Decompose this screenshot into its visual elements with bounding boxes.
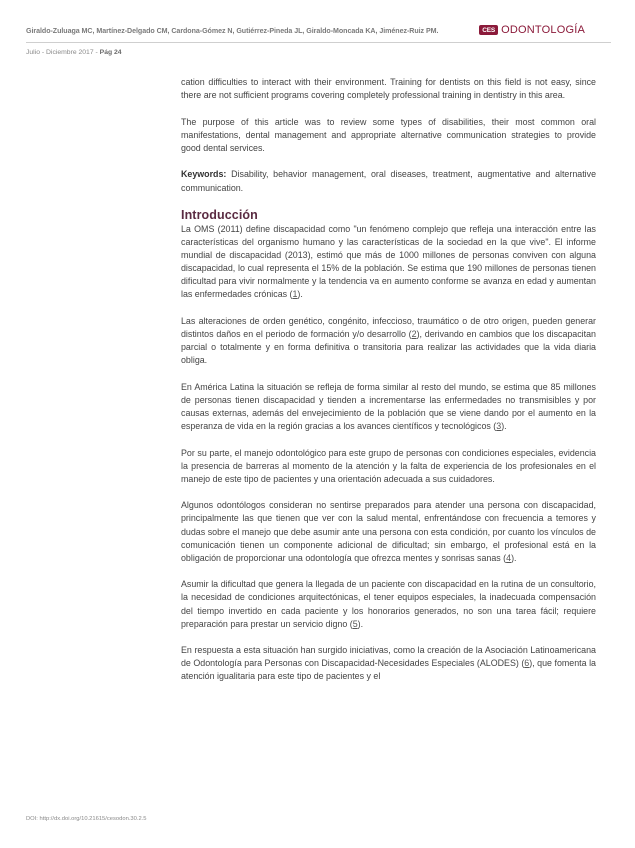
citation-link[interactable]: 2	[411, 328, 417, 339]
body-paragraph: En respuesta a esta situación han surgido iniciativas, como la creación de la Asociación Latinoamericana de Odontología para Personas con Discapacidad-Necesidades Especiales (ALODES) (6), que fomenta la atención igualitaria para este tipo de pacientes y el	[181, 645, 596, 682]
body-paragraph: Asumir la dificultad que genera la llegada de un paciente con discapacidad en la rutina de un consultorio, la necesidad de condiciones arquitectónicas, el tener equipos especiales, la inadecuada compensación del tiempo invertido en cada paciente y los honorarios generados, no son una tarea fácil; requiere preparación para prestar un servicio digno (5).	[181, 579, 596, 629]
page-number: Pág 24	[99, 49, 122, 56]
issue-date: Julio - Diciembre 2017	[26, 49, 94, 56]
keywords-text: Disability, behavior management, oral diseases, treatment, augmentative and alternative communication.	[181, 169, 597, 193]
citation-link[interactable]: 5	[352, 618, 358, 629]
article-body	[181, 76, 596, 697]
running-header	[26, 24, 611, 38]
abstract-paragraph: cation difficulties to interact with their environment. Training for dentists on this field is not easy, since there are not sufficient programs covering completely professional training in dentistry in this area.	[181, 77, 596, 101]
journal-name: ODONTOLOGÍA	[501, 24, 585, 36]
keywords	[181, 168, 596, 194]
body-paragraph: Algunos odontólogos consideran no sentirse preparados para atender una persona con discapacidad, principalmente las que tienen que ver con la salud mental, enfrentándose con frecuencia a temores y dudas sobre el manejo que debe asumir ante una persona con esta condición, por cuanto los vínculos de comunicación tienen un componente adicional de dificultad; sin embargo, el profesional está en la obligación de proporcionar una odontología que ofrezca mentes y sonrisas sanas (4).	[181, 500, 596, 563]
citation-link[interactable]: 3	[496, 420, 502, 431]
ces-logo-icon: CES	[479, 25, 498, 35]
keywords-label: Keywords:	[181, 169, 227, 180]
abstract-paragraph: The purpose of this article was to review some types of disabilities, their most common oral manifestations, dental management and appropriate alternative communication strategies to provide good dental services.	[181, 116, 596, 153]
body-paragraph: Las alteraciones de orden genético, congénito, infeccioso, traumático o de otro origen, pueden generar distintos daños en el periodo de formación y/o desarrollo (2), derivando en cambios que los discapacitan parcial o totalmente y en forma definitiva o transitoria para realizar las actividades que la vida diaria obliga.	[181, 315, 596, 366]
body-paragraph: Por su parte, el manejo odontológico para este grupo de personas con condiciones especiales, evidencia la presencia de barreras al momento de la atención y la falta de experiencia de los profesionales en el manejo de este tipo de pacientes y una orientación adecuada a sus cuidadores.	[181, 447, 596, 484]
body-paragraph: La OMS (2011) define discapacidad como "un fenómeno complejo que refleja una interacción entre las características del organismo humano y las características de la sociedad en la que vive". El informe mundial de discapacidad (2013), estimó que más de 1000 millones de personas conviven con alguna discapacidad, lo cual representa el 15% de la población. Se estima que 190 millones de personas tienen dificultad para vivir normalmente y la tendencia va en aumento conforme se avanza en edad y aumentan las enfermedades crónicas (1).	[181, 223, 596, 300]
citation-link[interactable]: 6	[524, 658, 530, 669]
body-paragraph: En América Latina la situación se refleja de forma similar al resto del mundo, se estima que 85 millones de personas tienen discapacidad y tienden a incrementarse las enfermedades no transmisibles y por causas externas, además del envejecimiento de la población que se viene dando por el aumento en la esperanza de vida en la región gracias a los avances científicos y tecnológicos (3).	[181, 381, 596, 431]
issue-dateline	[26, 49, 122, 56]
dateline-separator: -	[95, 49, 100, 56]
section-title: Introducción	[181, 207, 258, 222]
citation-link[interactable]: 4	[506, 552, 512, 563]
doi-footer[interactable]: DOI: http://dx.doi.org/10.21615/cesodon.30.2.5	[26, 816, 147, 822]
journal-brand	[479, 24, 585, 36]
running-header-authors: Giraldo-Zuluaga MC, Martínez-Delgado CM, Cardona-Gómez N, Gutiérrez-Pineda JL, Giraldo-Moncada KA, Jiménez-Ruiz PM.	[26, 27, 439, 35]
header-divider	[26, 42, 611, 43]
citation-link[interactable]: 1	[292, 289, 298, 300]
